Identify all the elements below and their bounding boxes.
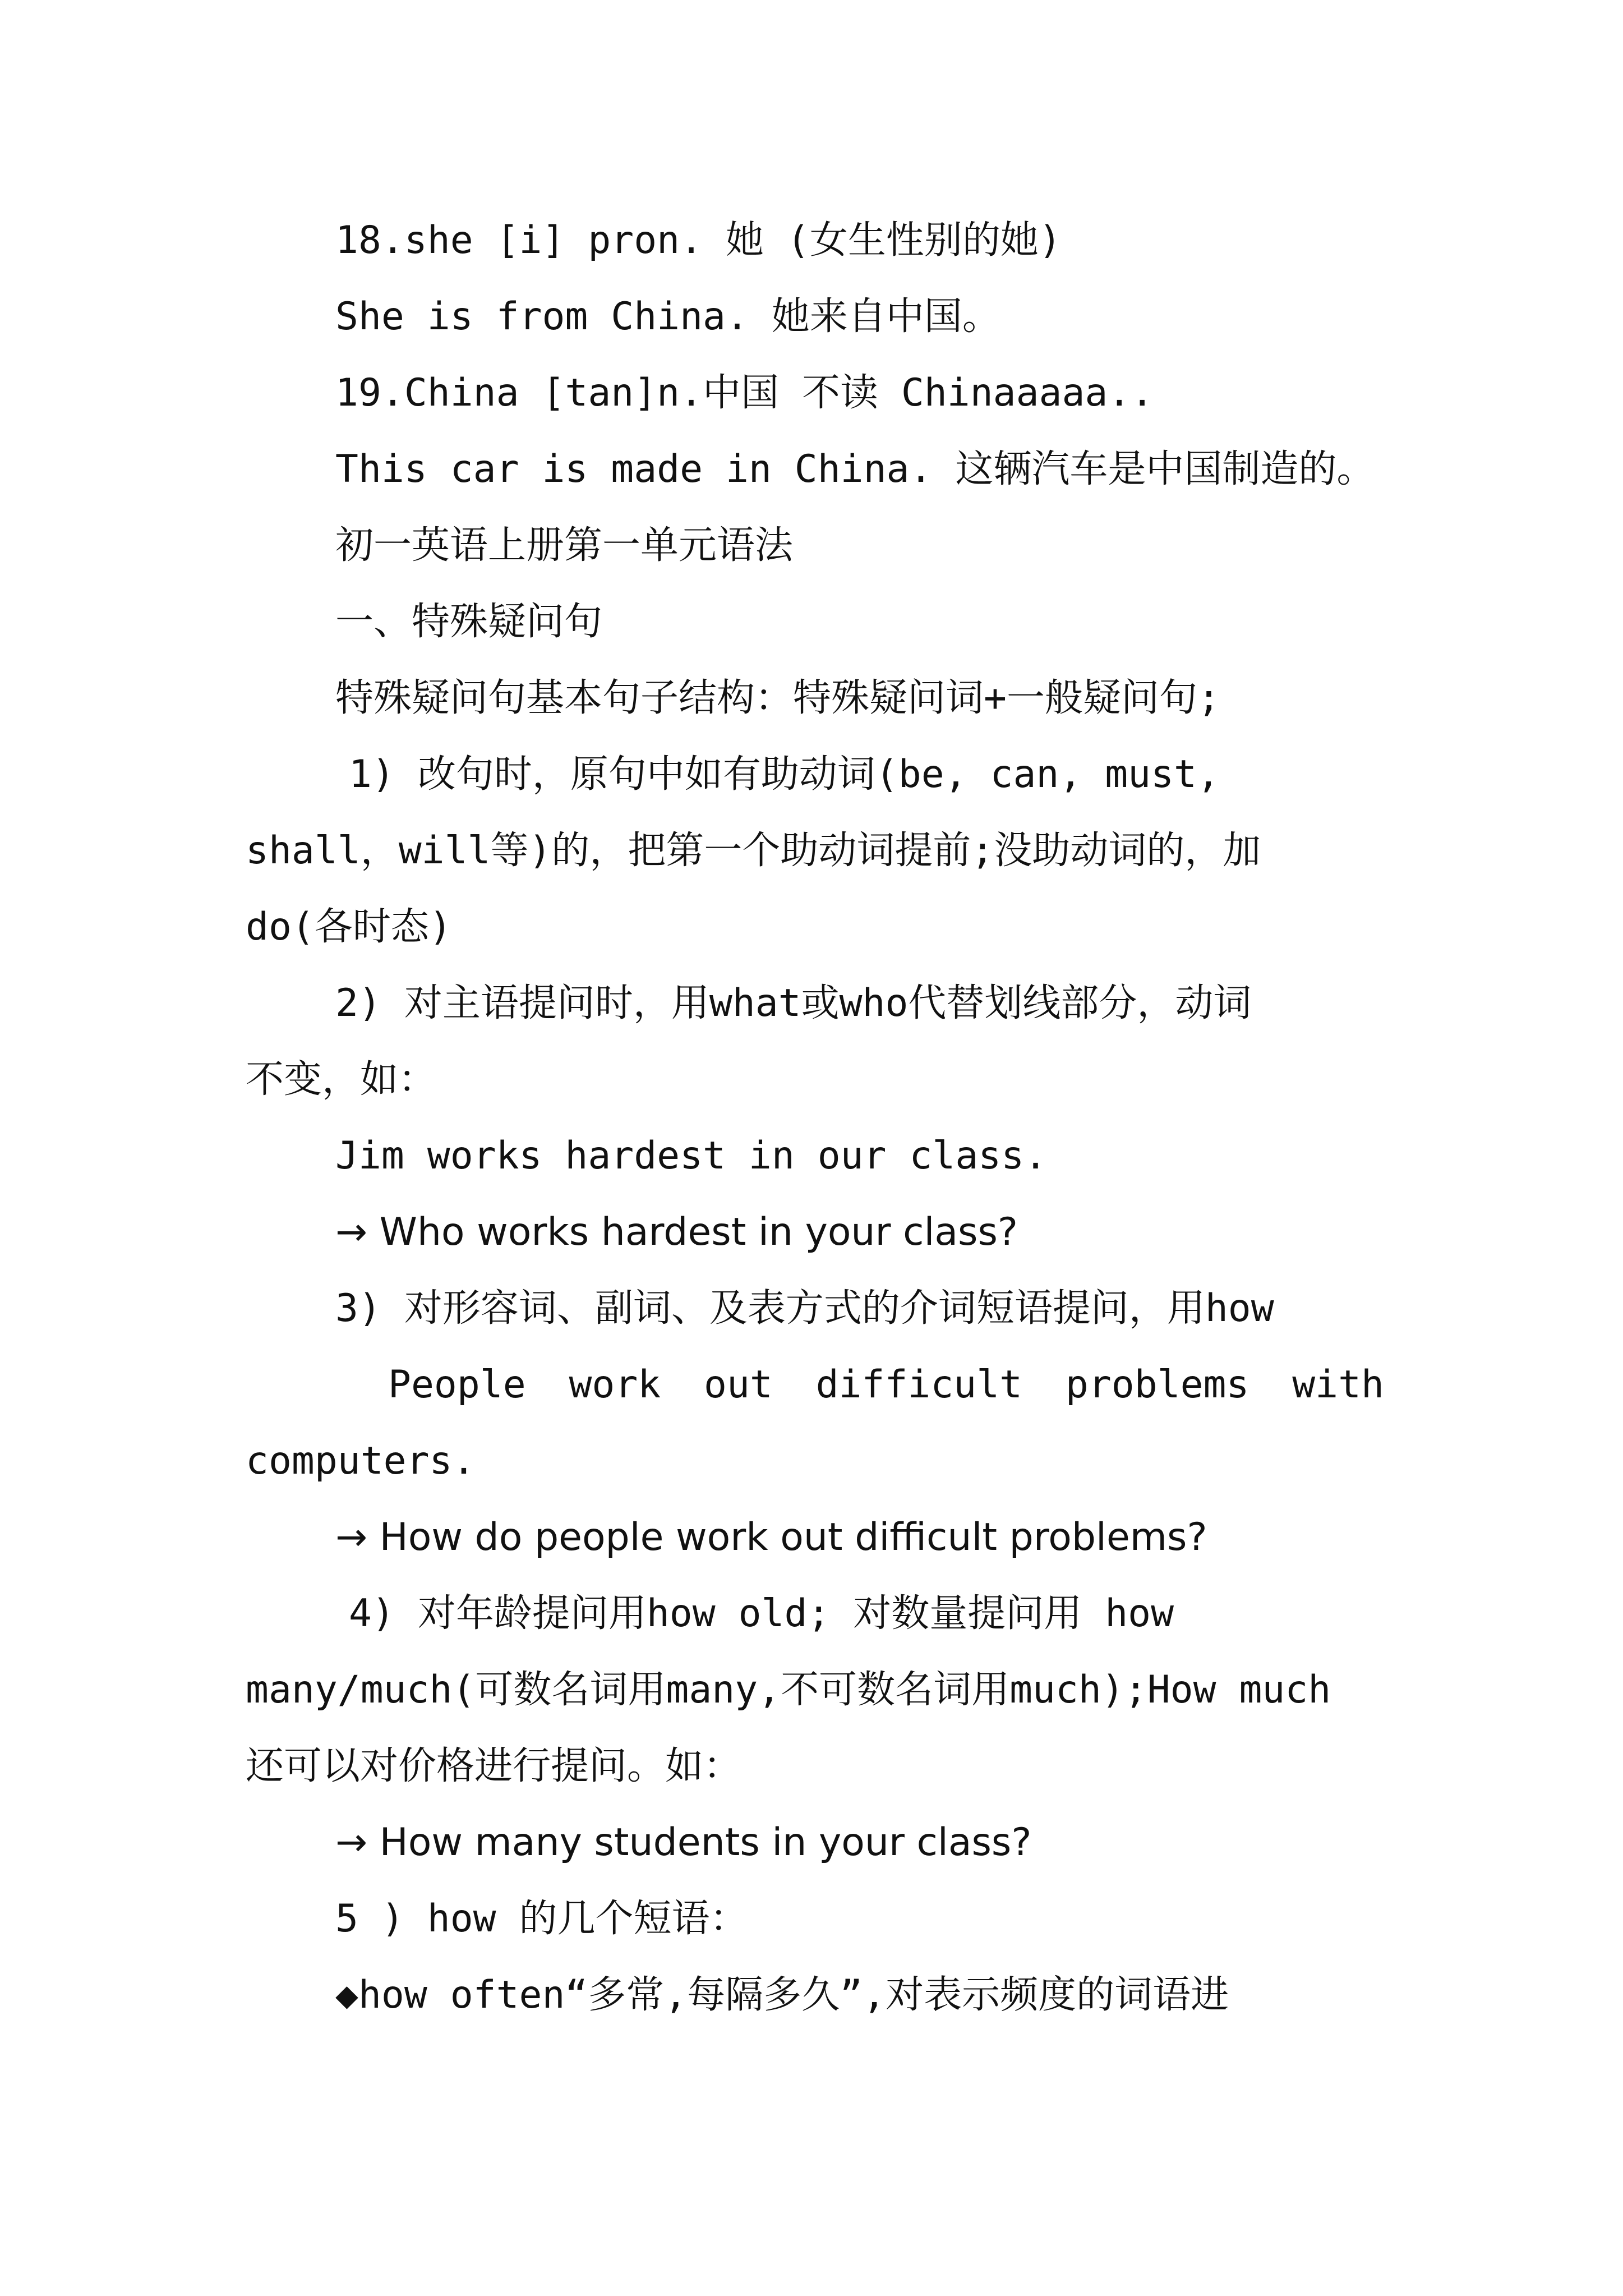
example-question: → How many students in your class?: [335, 1820, 1032, 1865]
rule-4-line-2: many/much(可数名词用many,不可数名词用much);How much: [246, 1668, 1331, 1712]
rule-2-line-1: 2) 对主语提问时，用what或who代替划线部分，动词: [335, 981, 1252, 1025]
rule-1-line-1: 1) 改句时，原句中如有助动词(be, can, must,: [349, 752, 1220, 797]
section-heading: 初一英语上册第一单元语法: [335, 523, 794, 568]
rule-3-line-1: 3) 对形容词、副词、及表方式的介词短语提问，用how: [335, 1286, 1274, 1331]
example-sentence-justified: [388, 1363, 1384, 1411]
example-sentence-she: She is from China. 她来自中国。: [335, 295, 1000, 339]
example-sentence-end: computers.: [246, 1439, 476, 1483]
justified-word: People: [388, 1363, 526, 1407]
rule-4-line-3: 还可以对价格进行提问。如：: [246, 1744, 742, 1788]
rule-2-line-2: 不变，如：: [246, 1057, 437, 1102]
justified-word: out: [704, 1363, 773, 1407]
example-sentence: Jim works hardest in our class.: [335, 1134, 1048, 1178]
rule-1-line-3: do(各时态): [246, 905, 452, 949]
justified-word: with: [1292, 1363, 1384, 1407]
subsection-heading: 一、特殊疑问句: [335, 600, 603, 644]
vocab-entry-she: 18.she [i] pron. 她 (女生性别的她): [335, 218, 1062, 263]
vocab-entry-china: 19.China [tan]n.中国 不读 Chinaaaaa..: [335, 371, 1154, 415]
justified-word: difficult: [815, 1363, 1023, 1407]
example-sentence-china: This car is made in China. 这辆汽车是中国制造的。: [335, 447, 1375, 491]
example-question: → How do people work out difficult problems?: [335, 1515, 1207, 1559]
paragraph-line: 特殊疑问句基本句子结构：特殊疑问词+一般疑问句;: [335, 676, 1220, 720]
bullet-item: ◆how often“多常,每隔多久”,对表示频度的词语进: [335, 1973, 1229, 2017]
example-question: → Who works hardest in your class?: [335, 1210, 1018, 1254]
justified-word: problems: [1065, 1363, 1249, 1407]
justified-word: work: [569, 1363, 661, 1407]
rule-4-line-1: 4) 对年龄提问用how old; 对数量提问用 how: [349, 1591, 1174, 1636]
rule-5-heading: 5 ) how 的几个短语：: [335, 1897, 748, 1941]
rule-1-line-2: shall，will等)的，把第一个助动词提前;没助动词的，加: [246, 829, 1261, 873]
